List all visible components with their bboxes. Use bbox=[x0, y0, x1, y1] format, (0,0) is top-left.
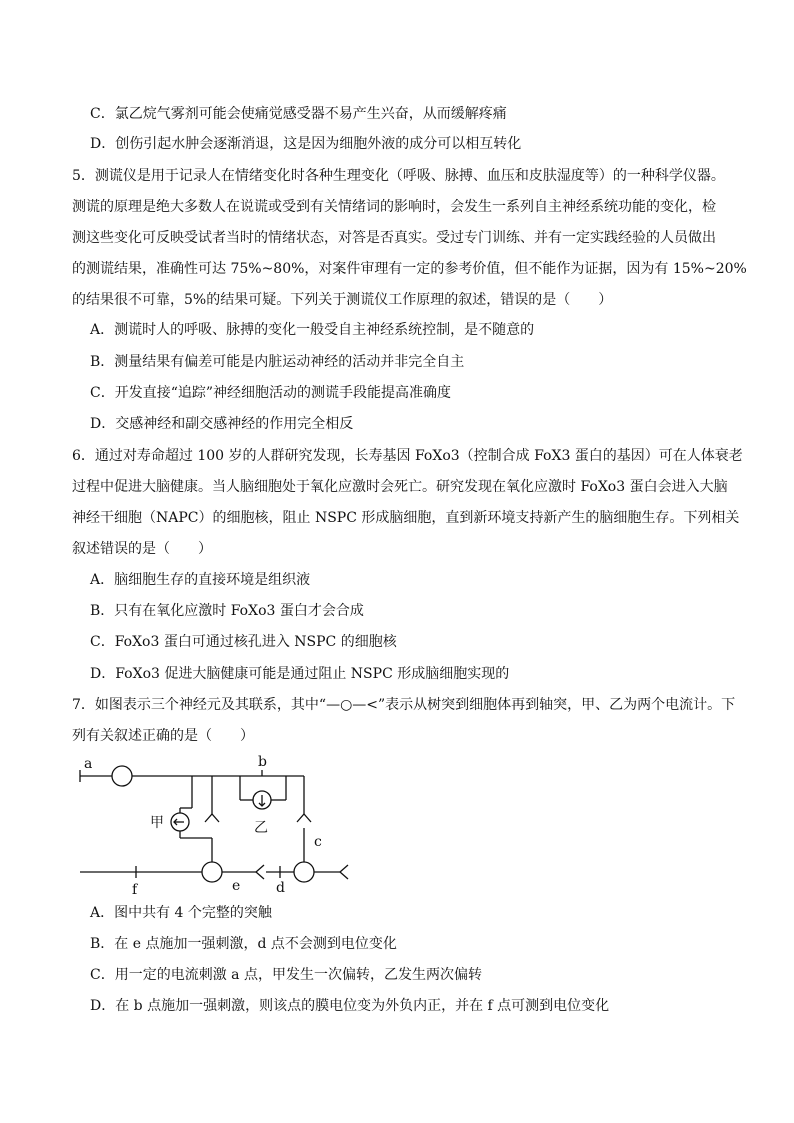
q6-option-d: D．FoXo3 促进大脑健康可能是通过阻止 NSPC 形成脑细胞实现的 bbox=[90, 666, 510, 682]
q6-option-a: A．脑细胞生存的直接环境是组织液 bbox=[90, 572, 311, 588]
q6-stem-line: 过程中促进大脑健康。当人脑细胞处于氧化应激时会死亡。研究发现在氧化应激时 FoXo3 蛋白会进入大脑 bbox=[72, 479, 728, 495]
right-neuron-cell-body bbox=[294, 862, 314, 882]
q5-option-c: C．开发直接“追踪”神经细胞活动的测谎手段能提高准确度 bbox=[90, 385, 452, 401]
q6-stem-line: 叙述错误的是（ ） bbox=[72, 541, 212, 557]
q5-stem-line: 测这些变化可反映受试者当时的情绪状态，对答是否真实。受过专门训练、并有一定实践经验的人员做出 bbox=[72, 230, 716, 246]
label-c: c bbox=[314, 834, 322, 850]
q5-stem-line: 的结果很不可靠，5%的结果可疑。下列关于测谎仪工作原理的叙述，错误的是（ ） bbox=[72, 292, 613, 308]
q4-option-d: D．创伤引起水肿会逐渐消退，这是因为细胞外液的成分可以相互转化 bbox=[90, 136, 522, 152]
middle-neuron-cell-body bbox=[202, 862, 222, 882]
synapse-terminal-right bbox=[297, 814, 311, 822]
label-e: e bbox=[232, 878, 241, 894]
q6-stem-line: 神经干细胞（NAPC）的细胞核，阻止 NSPC 形成脑细胞，直到新环境支持新产生的脑细胞生存。下列相关 bbox=[72, 510, 740, 526]
label-meter-jia: 甲 bbox=[150, 815, 164, 831]
q5-stem-line: 测谎的原理是绝大多数人在说谎或受到有关情绪词的影响时，会发生一系列自主神经系统功能的变化，检 bbox=[72, 199, 716, 215]
q6-option-c: C．FoXo3 蛋白可通过核孔进入 NSPC 的细胞核 bbox=[90, 634, 397, 650]
neuron-circuit-diagram bbox=[78, 752, 358, 894]
label-b: b bbox=[258, 754, 267, 770]
q5-stem-line: 的测谎结果，准确性可达 75%~80%，对案件审理有一定的参考价值，但不能作为证据，因为有 15%~20% bbox=[72, 261, 747, 277]
q7-stem-line: 7．如图表示三个神经元及其联系，其中“—○—<”表示从树突到细胞体再到轴突，甲、乙为两个电流计。下 bbox=[72, 697, 736, 713]
synapse-terminal-middle bbox=[205, 814, 219, 822]
q5-stem-line: 5．测谎仪是用于记录人在情绪变化时各种生理变化（呼吸、脉搏、血压和皮肤湿度等）的一种科学仪器。 bbox=[72, 168, 725, 184]
q5-option-a: A．测谎时人的呼吸、脉搏的变化一般受自主神经系统控制，是不随意的 bbox=[90, 322, 535, 338]
q7-option-d: D．在 b 点施加一强刺激，则该点的膜电位变为外负内正，并在 f 点可测到电位变化 bbox=[90, 998, 610, 1014]
synapse-terminal-left-pointing bbox=[256, 865, 264, 879]
q7-stem-line: 列有关叙述正确的是（ ） bbox=[72, 728, 254, 744]
q7-option-b: B．在 e 点施加一强刺激，d 点不会测到电位变化 bbox=[90, 936, 397, 952]
neuron-a-cell-body bbox=[112, 766, 132, 786]
q4-option-c: C．氯乙烷气雾剂可能会使痛觉感受器不易产生兴奋，从而缓解疼痛 bbox=[90, 106, 507, 122]
q7-option-c: C．用一定的电流刺激 a 点，甲发生一次偏转，乙发生两次偏转 bbox=[90, 967, 482, 983]
label-a: a bbox=[84, 756, 93, 772]
q6-stem-line: 6．通过对寿命超过 100 岁的人群研究发现，长寿基因 FoXo3（控制合成 FoX3 蛋白的基因）可在人体衰老 bbox=[72, 448, 743, 464]
label-d: d bbox=[276, 880, 285, 894]
q7-option-a: A．图中共有 4 个完整的突触 bbox=[90, 905, 272, 921]
q5-option-b: B．测量结果有偏差可能是内脏运动神经的活动并非完全自主 bbox=[90, 354, 465, 370]
label-f: f bbox=[132, 882, 138, 894]
q5-option-d: D．交感神经和副交感神经的作用完全相反 bbox=[90, 416, 354, 432]
label-meter-yi: 乙 bbox=[254, 820, 268, 836]
q6-option-b: B．只有在氧化应激时 FoXo3 蛋白才会合成 bbox=[90, 603, 364, 619]
synapse-terminal-far-right bbox=[340, 865, 348, 879]
